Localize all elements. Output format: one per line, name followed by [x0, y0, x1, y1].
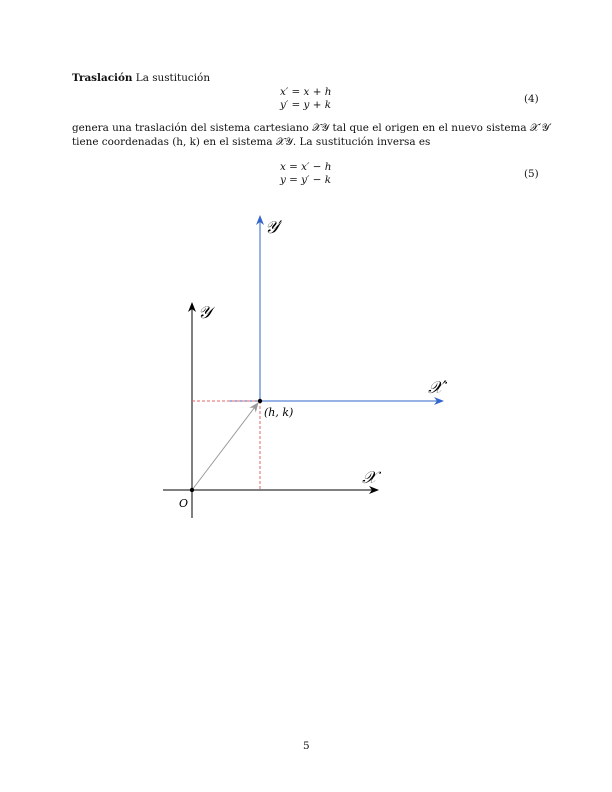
page-number: 5: [303, 740, 310, 752]
label-point: (h, k): [264, 406, 294, 419]
label-origin: O: [179, 497, 189, 510]
equation-5-number: (5): [524, 168, 539, 180]
label-x-prime: 𝒳′: [428, 378, 447, 398]
equation-4-number: (4): [524, 93, 539, 105]
label-y-prime: 𝒴′: [265, 218, 283, 238]
equation-5-line2: y = y′ − k: [280, 174, 332, 186]
equation-4-line1: x′ = x + h: [280, 86, 332, 98]
paragraph-line1: genera una traslación del sistema cartesiano 𝒳𝒴 tal que el origen en el nuevo sistema 𝒳′𝒴′: [72, 122, 552, 134]
new-origin-point: [258, 399, 262, 403]
label-x: 𝒳: [362, 468, 377, 488]
paragraph-line2: tiene coordenadas (h, k) en el sistema 𝒳𝒴. La sustitución inversa es: [72, 136, 431, 148]
equation-5-line1: x = x′ − h: [280, 161, 332, 173]
section-heading: Traslación: [72, 72, 133, 84]
label-y: 𝒴: [198, 303, 212, 323]
origin-point: [190, 488, 194, 492]
equation-4-line2: y′ = y + k: [280, 99, 332, 111]
translation-vector: [192, 403, 258, 490]
section-intro: La sustitución: [135, 72, 211, 84]
